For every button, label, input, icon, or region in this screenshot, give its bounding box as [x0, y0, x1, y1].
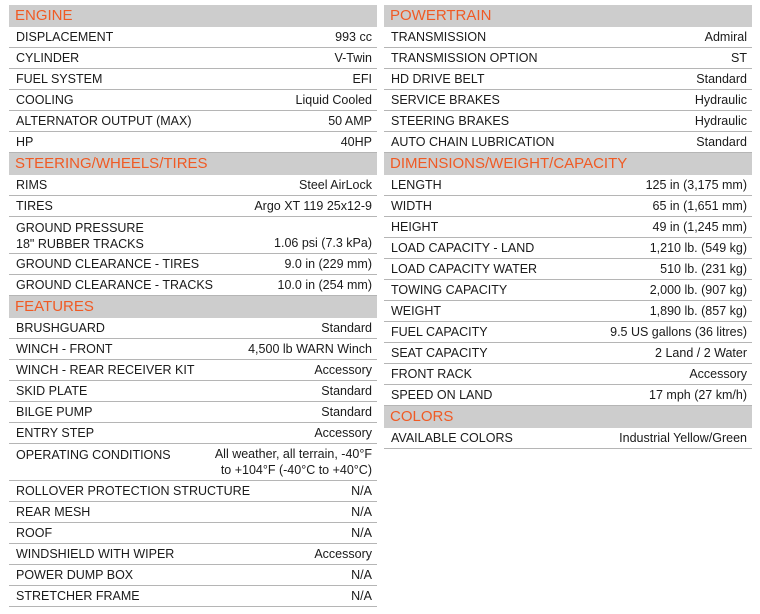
spec-label: SPEED ON LAND: [391, 388, 493, 402]
spec-label: CYLINDER: [16, 51, 80, 65]
spec-value: 2 Land / 2 Water: [655, 346, 747, 360]
spec-row: [9, 586, 377, 607]
spec-label: FUEL SYSTEM: [16, 72, 103, 86]
spec-value: 4,500 lb WARN Winch: [248, 342, 372, 356]
section-powertrain: [384, 5, 752, 153]
spec-label: HD DRIVE BELT: [391, 72, 485, 86]
spec-value: 125 in (3,175 mm): [645, 178, 747, 192]
spec-row: [384, 48, 752, 69]
spec-label: WINCH - FRONT: [16, 342, 113, 356]
section-header: POWERTRAIN: [384, 5, 752, 27]
spec-label: OPERATING CONDITIONS: [16, 448, 171, 462]
spec-row: [9, 254, 377, 275]
section-header: STEERING/WHEELS/TIRES: [9, 153, 377, 175]
spec-value: 9.5 US gallons (36 litres): [610, 325, 747, 339]
spec-label: RIMS: [16, 178, 48, 192]
spec-value: Argo XT 119 25x12-9: [254, 199, 372, 213]
spec-label: DISPLACEMENT: [16, 30, 114, 44]
spec-value: 17 mph (27 km/h): [649, 388, 747, 402]
spec-row: [384, 428, 752, 449]
left-spec-column: [9, 5, 377, 607]
spec-value: 510 lb. (231 kg): [660, 262, 747, 276]
spec-value: Accessory: [314, 426, 372, 440]
right-spec-column: [384, 5, 752, 449]
spec-label: SEAT CAPACITY: [391, 346, 488, 360]
spec-label: SKID PLATE: [16, 384, 88, 398]
spec-value: 9.0 in (229 mm): [284, 257, 372, 271]
spec-label: LOAD CAPACITY WATER: [391, 262, 538, 276]
spec-value: 1,210 lb. (549 kg): [649, 241, 747, 255]
spec-row: [9, 69, 377, 90]
spec-value: Standard: [321, 405, 372, 419]
spec-row: [384, 132, 752, 153]
spec-row: [9, 111, 377, 132]
spec-label: WINCH - REAR RECEIVER KIT: [16, 363, 195, 377]
spec-value: 49 in (1,245 mm): [652, 220, 747, 234]
spec-label: AVAILABLE COLORS: [391, 431, 513, 445]
spec-row: [384, 111, 752, 132]
spec-value: Accessory: [314, 547, 372, 561]
section-header: COLORS: [384, 406, 752, 428]
spec-label: ROOF: [16, 526, 53, 540]
spec-value: N/A: [351, 526, 372, 540]
spec-value: EFI: [352, 72, 372, 86]
spec-row: [384, 69, 752, 90]
spec-label: COOLING: [16, 93, 74, 107]
spec-label: WINDSHIELD WITH WIPER: [16, 547, 175, 561]
spec-row: [384, 217, 752, 238]
spec-value: Accessory: [689, 367, 747, 381]
spec-value: 50 AMP: [328, 114, 372, 128]
spec-label: GROUND CLEARANCE - TRACKS: [16, 278, 214, 292]
section-colors: [384, 406, 752, 449]
spec-value: Steel AirLock: [299, 178, 372, 192]
spec-row: [9, 132, 377, 153]
spec-value: Standard: [696, 135, 747, 149]
spec-label: HEIGHT: [391, 220, 439, 234]
section-header: DIMENSIONS/WEIGHT/CAPACITY: [384, 153, 752, 175]
spec-value: N/A: [351, 505, 372, 519]
section-header: ENGINE: [9, 5, 377, 27]
spec-value: 993 cc: [335, 30, 372, 44]
spec-row: [9, 381, 377, 402]
spec-value: Accessory: [314, 363, 372, 377]
spec-value: Admiral: [704, 30, 747, 44]
spec-label: SERVICE BRAKES: [391, 93, 500, 107]
spec-label: WEIGHT: [391, 304, 441, 318]
spec-row: [384, 259, 752, 280]
spec-row: [384, 364, 752, 385]
spec-row: [9, 360, 377, 381]
spec-row: [9, 339, 377, 360]
spec-label: ALTERNATOR OUTPUT (MAX): [16, 114, 192, 128]
spec-value: N/A: [351, 568, 372, 582]
spec-row: [384, 196, 752, 217]
spec-row: [9, 502, 377, 523]
section-header: FEATURES: [9, 296, 377, 318]
spec-value: V-Twin: [334, 51, 372, 65]
spec-label: GROUND CLEARANCE - TIRES: [16, 257, 200, 271]
spec-row: [384, 27, 752, 48]
spec-row: [384, 301, 752, 322]
spec-value: 40HP: [340, 135, 372, 149]
spec-label: TRANSMISSION OPTION: [391, 51, 538, 65]
spec-value: N/A: [351, 484, 372, 498]
spec-label: BRUSHGUARD: [16, 321, 105, 335]
spec-row: [9, 523, 377, 544]
section-features: [9, 296, 377, 607]
spec-label: TRANSMISSION: [391, 30, 487, 44]
spec-label: AUTO CHAIN LUBRICATION: [391, 135, 555, 149]
spec-label: STEERING BRAKES: [391, 114, 510, 128]
spec-value: ST: [731, 51, 747, 65]
spec-label: BILGE PUMP: [16, 405, 93, 419]
spec-row: [9, 544, 377, 565]
spec-row: [9, 175, 377, 196]
spec-label: STRETCHER FRAME: [16, 589, 140, 603]
spec-label: GROUND PRESSURE 18" RUBBER TRACKS: [16, 221, 144, 251]
spec-row: [9, 423, 377, 444]
spec-row: [9, 402, 377, 423]
section-engine: [9, 5, 377, 153]
spec-row: [9, 318, 377, 339]
spec-row: [384, 90, 752, 111]
spec-label: HP: [16, 135, 34, 149]
spec-label: REAR MESH: [16, 505, 91, 519]
spec-row: [9, 444, 377, 481]
spec-row: [384, 280, 752, 301]
spec-label: FUEL CAPACITY: [391, 325, 488, 339]
spec-row: [9, 48, 377, 69]
spec-value: Standard: [321, 321, 372, 335]
spec-value: 1.06 psi (7.3 kPa): [274, 236, 372, 250]
spec-value: Industrial Yellow/Green: [619, 431, 747, 445]
spec-value: Hydraulic: [694, 114, 747, 128]
spec-value: Standard: [321, 384, 372, 398]
spec-value: 2,000 lb. (907 kg): [649, 283, 747, 297]
spec-row: [9, 565, 377, 586]
spec-row: [9, 90, 377, 111]
spec-row: [9, 196, 377, 217]
spec-label: LENGTH: [391, 178, 442, 192]
spec-row: [384, 238, 752, 259]
spec-value: 65 in (1,651 mm): [652, 199, 747, 213]
spec-label: TIRES: [16, 199, 53, 213]
spec-label: POWER DUMP BOX: [16, 568, 134, 582]
spec-value: 1,890 lb. (857 kg): [649, 304, 747, 318]
section-steering-wheels-tires: [9, 153, 377, 296]
spec-row: [9, 27, 377, 48]
spec-value: Hydraulic: [694, 93, 747, 107]
spec-row: [384, 322, 752, 343]
spec-value: 10.0 in (254 mm): [277, 278, 372, 292]
spec-row: [384, 175, 752, 196]
spec-label: ROLLOVER PROTECTION STRUCTURE: [16, 484, 251, 498]
spec-label: WIDTH: [391, 199, 432, 213]
spec-label: FRONT RACK: [391, 367, 473, 381]
spec-value: Liquid Cooled: [295, 93, 372, 107]
spec-value: All weather, all terrain, -40°F to +104°F (-40°C to +40°C): [214, 447, 372, 477]
spec-value: N/A: [351, 589, 372, 603]
spec-value: Standard: [696, 72, 747, 86]
spec-label: TOWING CAPACITY: [391, 283, 508, 297]
spec-row: [384, 343, 752, 364]
spec-row: [9, 481, 377, 502]
spec-row: [9, 217, 377, 254]
section-dimensions-weight-capacity: [384, 153, 752, 406]
spec-row: [384, 385, 752, 406]
spec-label: ENTRY STEP: [16, 426, 95, 440]
spec-label: LOAD CAPACITY - LAND: [391, 241, 535, 255]
spec-row: [9, 275, 377, 296]
